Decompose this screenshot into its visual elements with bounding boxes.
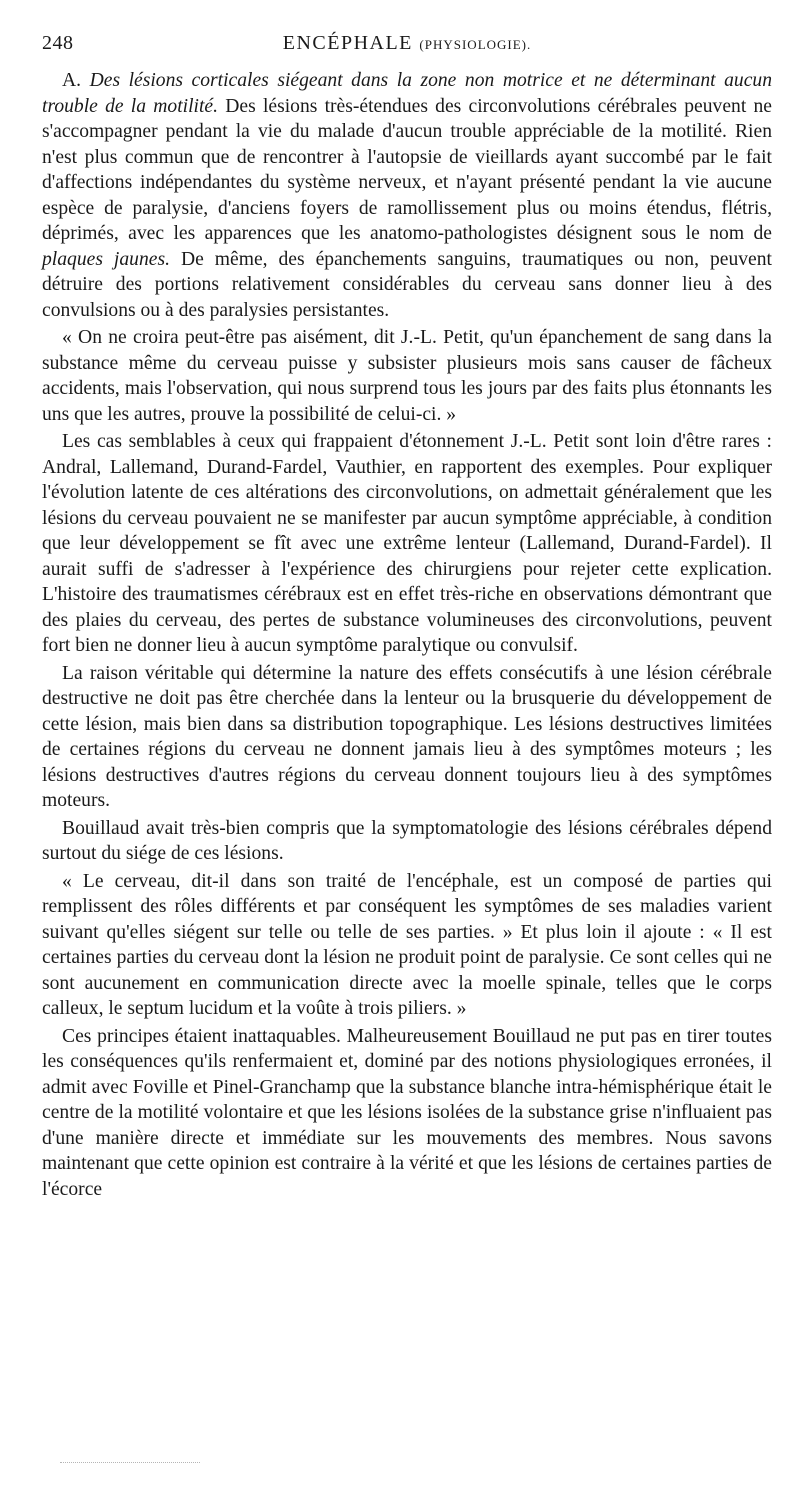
italic-term: plaques jaunes. xyxy=(42,248,170,270)
section-heading-italic: Des lésions corticales siégeant dans la zone non motrice et ne déterminant aucun trouble de la motilité. xyxy=(42,70,772,117)
body-text xyxy=(42,68,772,1202)
page-number: 248 xyxy=(42,32,74,54)
paragraph-principes: Ces principes étaient inattaquables. Malheureusement Bouillaud ne put pas en tirer toutes les conséquences qu'ils renfermaient et, dominé par des notions physiologiques erronées, il admit avec Foville et Pinel-Granchamp que la substance blanche intra-hémisphérique était le centre de la motilité volontaire et que les lésions isolées de la substance grise n'influaient pas d'une manière directe et immédiate sur les mouvements des membres. Nous savons maintenant que cette opinion est contraire à la vérité et que les lésions de certaines parties de l'écorce xyxy=(42,1025,772,1200)
paragraph-cas-semblables: Les cas semblables à ceux qui frappaient d'étonnement J.-L. Petit sont loin d'être rares : Andral, Lallemand, Durand-Fardel, Vauthier, en rapportent des exemples. Pour expliquer l'évolution latente de ces altérations des circonvolutions, on admettait généralement que les lésions du cerveau pouvaient ne se manifester par aucun symptôme appréciable, à condition que leur développement se fît avec une extrême lenteur (Lallemand, Durand-Fardel). Il aurait suffi de s'adresser à l'expérience des chirurgiens pour rejeter cette explication. L'histoire des traumatismes cérébraux est en effet très-riche en observations démontrant que des plaies du cerveau, des pertes de substance volumineuses des circonvolutions, peuvent fort bien ne donner lieu à aucun symptôme paralytique ou convulsif. xyxy=(42,431,772,656)
section-label: A. xyxy=(62,70,82,91)
running-title-sub: (PHYSIOLOGIE). xyxy=(419,37,532,52)
running-title-main: ENCÉPHALE xyxy=(282,32,413,54)
paragraph-text-continued: De même, des épanchements sanguins, traumatiques ou non, peuvent détruire des portions relativement considérables du cerveau sans donner lieu à des convulsions ou à des paralysies persistantes. xyxy=(42,248,772,321)
page-header xyxy=(42,28,772,62)
paragraph-lesions-corticales xyxy=(42,68,772,323)
book-page xyxy=(42,28,772,1202)
paragraph-raison-veritable: La raison véritable qui détermine la nature des effets consécutifs à une lésion cérébrale destructive ne doit pas être cherchée dans la lenteur ou la brusquerie du développement de cette lésion, mais bien dans sa distribution topographique. Les lésions destructives limitées de certaines régions du cerveau ne donnent jamais lieu à des symptômes moteurs ; les lésions destructives d'autres régions du cerveau donnent toujours lieu à des symptômes moteurs. xyxy=(42,662,772,811)
paragraph-text: Des lésions très-étendues des circonvolutions cérébrales peuvent ne s'accompagner pendant la vie du malade d'aucun trouble appréciable de la motilité. Rien n'est plus commun que de rencontrer à l'autopsie de vieillards ayant succombé par le fait d'affections indépendantes du système nerveux, et n'ayant présenté pendant la vie aucune espèce de paralysie, d'anciens foyers de ramollissement plus ou moins étendus, flétris, déprimés, avec les apparences que les anatomo-pathologistes désignent sous le nom de xyxy=(42,95,772,244)
paragraph-quote-bouillaud: « Le cerveau, dit-il dans son traité de l'encéphale, est un composé de parties qui remplissent des rôles différents et par conséquent les symptômes de ses maladies varient suivant qu'elles siégent sur telle ou telle de ses parties. » Et plus loin il ajoute : « Il est certaines parties du cerveau dont la lésion ne produit point de paralysie. Ce sont celles qui ne sont aucunement en communication directe avec la moelle spinale, telles que le corps calleux, le septum lucidum et la voûte à trois piliers. » xyxy=(42,870,772,1019)
running-title xyxy=(42,32,772,55)
paragraph-quote-petit: « On ne croira peut-être pas aisément, dit J.-L. Petit, qu'un épanchement de sang dans la substance même du cerveau puisse y subsister plusieurs mois sans causer de fâcheux accidents, mais l'observation, qui nous surprend tous les jours par des faits plus étonnants les uns que les autres, prouve la possibilité de celui-ci. » xyxy=(42,327,772,425)
page-bottom-marks xyxy=(60,1462,200,1469)
paragraph-bouillaud: Bouillaud avait très-bien compris que la symptomatologie des lésions cérébrales dépend surtout du siége de ces lésions. xyxy=(42,817,772,864)
